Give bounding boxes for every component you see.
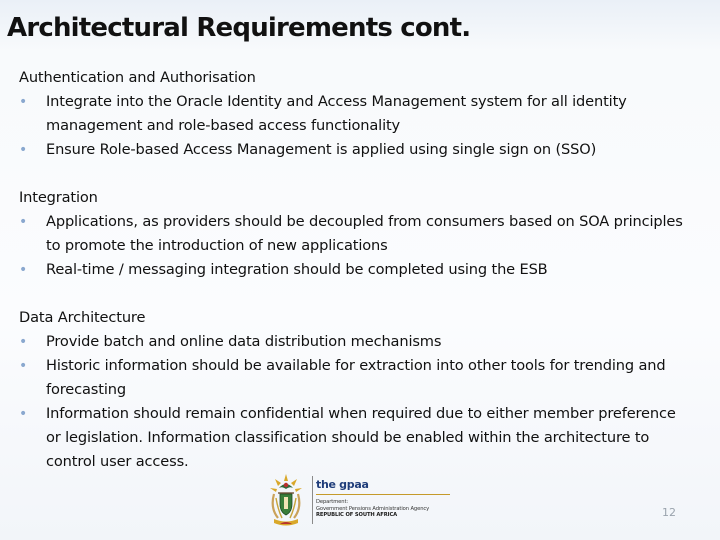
bullet-text: Real-time / messaging integration should be completed using the ESB: [46, 261, 548, 278]
coat-of-arms-icon: [266, 472, 306, 530]
bullet-text: Information should remain confidential when required due to either member preference or legislation. Information classification should be enabled within the architecture to control user access.: [46, 405, 676, 470]
department-name: Government Pensions Administration Agency: [316, 505, 430, 512]
department-block: [316, 499, 429, 519]
section-data-architecture: [19, 306, 694, 474]
logo-underline: [316, 494, 450, 495]
section-authentication: [19, 66, 694, 162]
bullet-icon: •: [19, 262, 28, 278]
bullet-text: Historic information should be available for extraction into other tools for trending and forecasting: [46, 357, 666, 398]
slide-body: [19, 66, 694, 498]
bullet-icon: •: [19, 142, 28, 158]
bullet-icon: •: [19, 358, 28, 374]
bullet-icon: •: [19, 214, 28, 230]
bullet-text: Ensure Role-based Access Management is applied using single sign on (SSO): [46, 141, 597, 158]
bullet-list: [19, 210, 694, 282]
country-name: REPUBLIC OF SOUTH AFRICA: [316, 512, 398, 519]
page-number: 12: [662, 506, 676, 519]
bullet-list: [19, 330, 694, 474]
bullet-list: [19, 90, 694, 162]
section-heading: Integration: [19, 189, 98, 206]
bullet-text: Applications, as providers should be decoupled from consumers based on SOA principles to promote the introduction of new applications: [46, 213, 683, 254]
slide-title: Architectural Requirements cont.: [7, 13, 471, 43]
bullet-item: [19, 210, 694, 258]
bullet-item: [19, 258, 694, 282]
bullet-text: Integrate into the Oracle Identity and Access Management system for all identity management and role-based access functionality: [46, 93, 627, 134]
bullet-item: [19, 354, 694, 402]
bullet-item: [19, 90, 694, 138]
bullet-item: [19, 402, 694, 474]
bullet-icon: •: [19, 94, 28, 110]
section-heading: Data Architecture: [19, 309, 146, 326]
bullet-icon: •: [19, 334, 28, 350]
section-integration: [19, 186, 694, 282]
logo-divider: [312, 476, 313, 524]
bullet-text: Provide batch and online data distribution mechanisms: [46, 333, 442, 350]
gpaa-wordmark: the gpaa: [316, 478, 369, 491]
bullet-item: [19, 138, 694, 162]
section-heading: Authentication and Authorisation: [19, 69, 256, 86]
department-label: Department:: [316, 499, 349, 505]
bullet-item: [19, 330, 694, 354]
bullet-icon: •: [19, 406, 28, 422]
